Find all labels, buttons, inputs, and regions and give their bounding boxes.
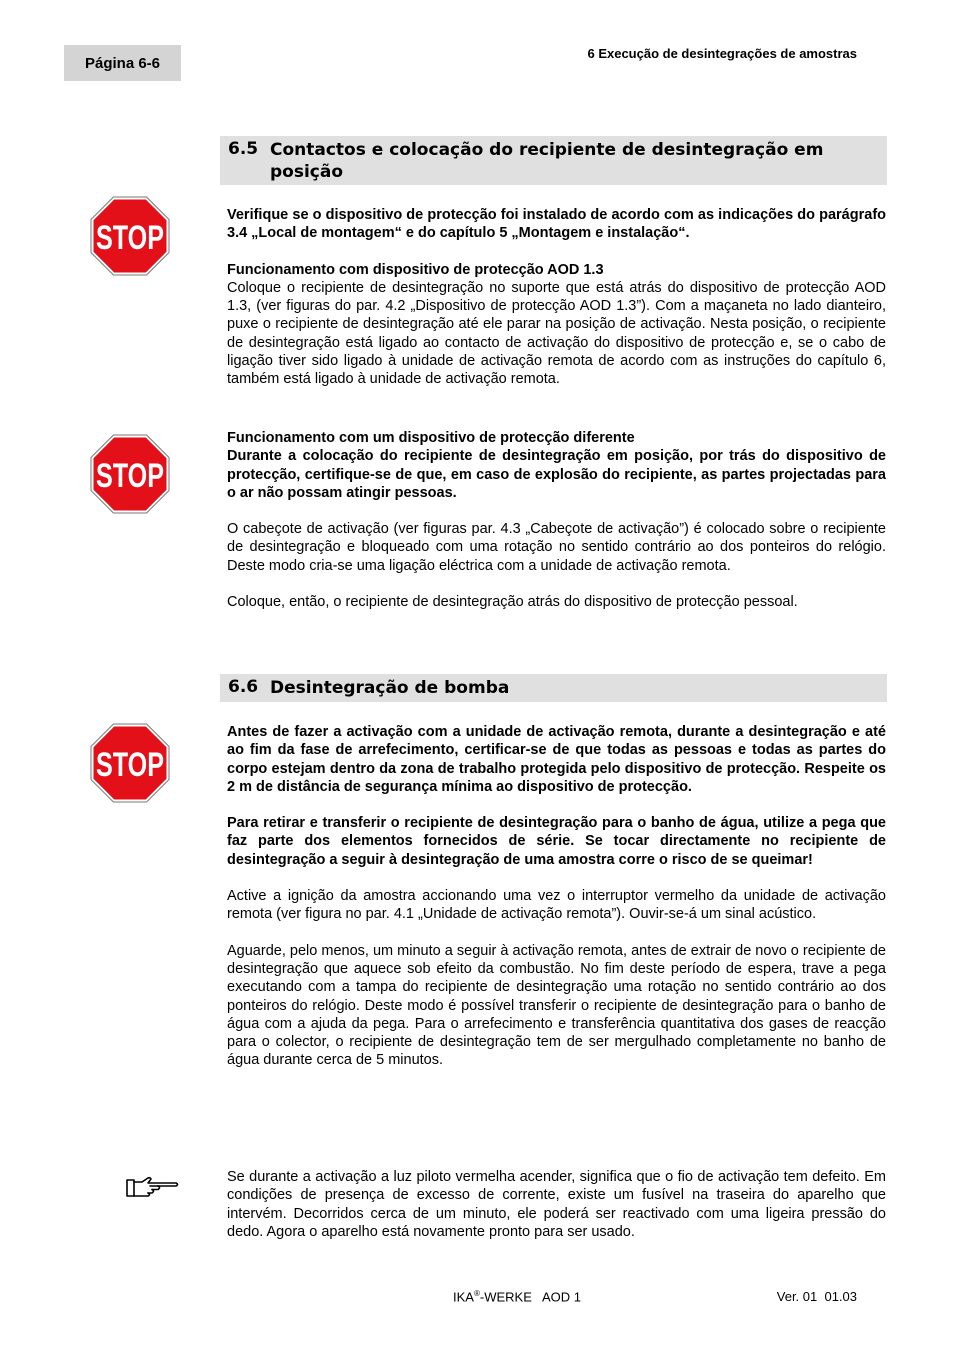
aod-paragraph: Coloque o recipiente de desintegração no suporte que está atrás do dispositivo de protecção AOD 1.3, (ver figuras do par. 4.2 „Dispositivo de protecção AOD 1.3”). Com a maçaneta no lado dianteiro, puxe o recipiente de desintegração até ele parar na posição de activação. Nesta posição, o recipiente de desintegração está ligado ao contacto de activação do dispositivo de protecção e, se o cabo de ligação tiver sido ligado à unidade de activação remota de acordo com as instruções do capítulo 6, também está ligado à unidade de activação remota. (227, 279, 886, 388)
chapter-title: 6 Execução de desintegrações de amostras (587, 46, 857, 61)
section-heading-6-6 (220, 674, 887, 702)
stop-sign-icon (90, 434, 170, 514)
registered-mark: ® (473, 1289, 480, 1298)
other-device-block (227, 429, 886, 611)
section-6-5-body (227, 206, 886, 389)
stop-sign-icon (90, 723, 170, 803)
note-block (227, 1168, 886, 1241)
waiting-paragraph: Aguarde, pelo menos, um minuto a seguir à activação remota, antes de extrair de novo o recipiente de desintegração que aquece sob efeito da combustão. No fim deste período de espera, trave a pega executando com a tampa do recipiente de desintegração uma rotação no sentido contrário ao dos ponteiros do relógio. Deste modo é possível transferir o recipiente de desintegração para o banho de água com a ajuda da pega. Para o arrefecimento e transferência quantitativa dos gases de reacção para o colector, o recipiente de desintegração tem de ser mergulhado completamente no banho de água durante cerca de 5 minutos. (227, 942, 886, 1069)
section-heading-6-5 (220, 136, 887, 185)
stop-sign-label: STOP (96, 219, 164, 257)
other-device-warning: Durante a colocação do recipiente de desintegração em posição, por trás do dispositivo de protecção, certifique-se de que, em caso de explosão do recipiente, as partes projectadas para o ar não possam atingir pessoas. (227, 448, 886, 501)
section-number: 6.6 (228, 677, 259, 697)
section-number: 6.5 (228, 139, 259, 159)
section-title: Contactos e colocação do recipiente de desintegração em posição (270, 140, 824, 182)
other-device-heading: Funcionamento com um dispositivo de protecção diferente (227, 430, 635, 446)
installation-warning: Verifique se o dispositivo de protecção foi instalado de acordo com as indicações do parágrafo 3.4 „Local de montagem“ e do capítulo 5 „Montagem e instalação“. (227, 207, 886, 242)
ignition-paragraph: Active a ignição da amostra accionando uma vez o interruptor vermelho da unidade de activação remota (ver figura no par. 4.1 „Unidade de activação remota”). Ouvir-se-á um sinal acústico. (227, 888, 886, 923)
aod-heading: Funcionamento com dispositivo de protecção AOD 1.3 (227, 261, 604, 278)
stop-sign-label: STOP (96, 746, 164, 784)
stop-sign-icon (90, 196, 170, 276)
fuse-note-paragraph: Se durante a activação a luz piloto vermelha acender, significa que o fio de activação tem defeito. Em condições de presença de excesso de corrente, existe um fusível na traseira do aparelho que intervém. Decorridos cerca de um minuto, ele poderá ser reactivado com uma ligeira pressão do dedo. Agora o aparelho está novamente pronto para ser usado. (227, 1169, 886, 1240)
section-6-6-body (227, 723, 886, 1070)
remote-activation-warning: Antes de fazer a activação com a unidade de activação remota, durante a desintegração e até ao fim da fase de arrefecimento, certificar-se de que todas as pessoas e todas as partes do corpo estejam dentro da zona de trabalho protegida pelo dispositivo de protecção. Respeite os 2 m de distância de segurança mínima ao dispositivo de protecção. (227, 724, 886, 795)
section-title: Desintegração de bomba (270, 678, 510, 698)
placement-paragraph: Coloque, então, o recipiente de desintegração atrás do dispositivo de protecção pessoal. (227, 594, 798, 611)
footer-version: Ver. 01 01.03 (776, 1289, 857, 1304)
footer-product (453, 1289, 581, 1304)
stop-sign-label: STOP (96, 457, 164, 495)
page-number-badge: Página 6-6 (64, 45, 181, 81)
burn-warning: Para retirar e transferir o recipiente de desintegração para o banho de água, utilize a pega que faz parte dos elementos fornecidos de série. Se tocar directamente no recipiente de desintegração a seguir à desintegração de uma amostra corre o risco de se queimar! (227, 815, 886, 868)
footer-brand: IKA (453, 1289, 474, 1305)
pointing-hand-icon (124, 1172, 180, 1202)
activation-head-paragraph: O cabeçote de activação (ver figuras par. 4.3 „Cabeçote de activação”) é colocado sobre o recipiente de desintegração e bloqueado com uma rotação no sentido contrário ao dos ponteiros do relógio. Deste modo cria-se uma ligação eléctrica com a unidade de activação remota. (227, 521, 886, 574)
footer-model: -WERKE AOD 1 (479, 1289, 582, 1305)
